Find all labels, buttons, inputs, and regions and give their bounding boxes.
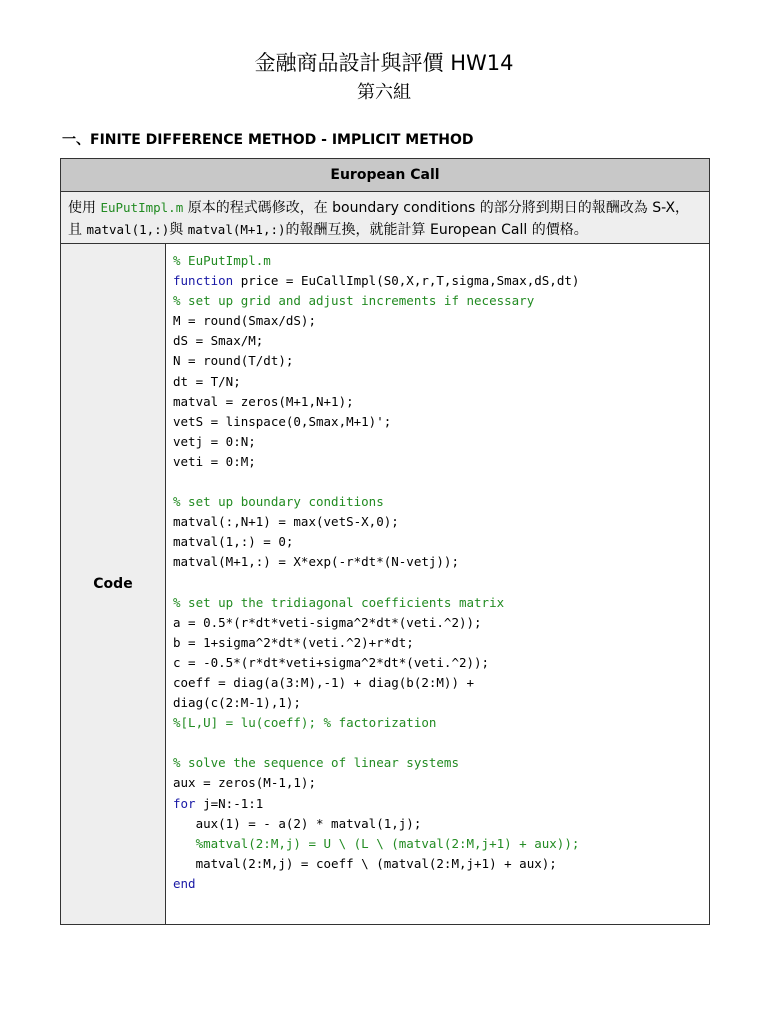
code-line: matval(M+1,:) = X*exp(-r*dt*(N-vetj)); [173,554,459,570]
european-call-table [60,158,710,925]
code-line: % solve the sequence of linear systems [173,755,459,771]
code-line: %matval(2:M,j) = U \ (L \ (matval(2:M,j+1) + aux)); [173,835,580,851]
code-line: aux(1) = - a(2) * matval(1,j); [173,815,422,831]
code-row [61,244,709,924]
code-line: vetS = linspace(0,Smax,M+1)'; [173,413,392,429]
code-line: % set up grid and adjust increments if necessary [173,293,535,309]
code-line: c = -0.5*(r*dt*veti+sigma^2*dt*(veti.^2)); [173,654,490,670]
code-keyword: function [173,273,234,289]
table-description [61,192,709,244]
code-line [173,573,709,593]
code-line: matval(2:M,j) = coeff \ (matval(2:M,j+1) + aux); [173,855,557,871]
code-line: M = round(Smax/dS); [173,313,316,329]
code-keyword: for [173,795,196,811]
code-text: price = EuCallImpl(S0,X,r,T,sigma,Smax,dS,dt) [233,273,580,289]
code-line: veti = 0:M; [173,453,256,469]
code-line: % EuPutImpl.m [173,253,271,268]
description-code-filename: EuPutImpl.m [100,200,184,215]
page-title: 金融商品設計與評價 HW14 [254,51,514,75]
code-line: % set up boundary conditions [173,494,384,510]
code-line [173,733,709,753]
description-text: 原本的程式碼修改，在 boundary conditions 的部分將到期日的報酬改為 S-X，且 [68,200,690,238]
description-code-last-row: matval(M+1,:) [187,222,286,237]
code-line: vetj = 0:N; [173,433,256,449]
code-line: diag(c(2:M-1),1); [173,695,301,711]
code-line: matval(:,N+1) = max(vetS-X,0); [173,514,399,530]
code-line [173,794,709,814]
code-label: Code [61,244,166,924]
code-text: j=N:-1:1 [195,795,264,811]
code-line: matval = zeros(M+1,N+1); [173,393,354,409]
code-line: %[L,U] = lu(coeff); % factorization [173,715,437,731]
description-code-first-row: matval(1,:) [86,222,170,237]
description-text: 使用 [68,200,101,216]
code-line: b = 1+sigma^2*dt*(veti.^2)+r*dt; [173,634,414,650]
page-subtitle: 第六組 [357,82,411,103]
description-text: 與 [169,222,188,238]
code-line: a = 0.5*(r*dt*veti-sigma^2*dt*(veti.^2)); [173,614,482,630]
code-line: matval(1,:) = 0; [173,534,294,550]
code-line: dS = Smax/M; [173,333,264,349]
code-line [173,472,709,492]
code-line: coeff = diag(a(3:M),-1) + diag(b(2:M)) + [173,674,475,690]
code-line: aux = zeros(M-1,1); [173,775,316,791]
code-line: N = round(T/dt); [173,353,294,369]
code-block [166,244,709,924]
code-line: dt = T/N; [173,373,241,389]
table-header: European Call [61,159,709,192]
description-text: 的報酬互換，就能計算 European Call 的價格。 [285,222,588,238]
code-line [173,271,709,291]
code-line: end [173,875,196,891]
code-line: % set up the tridiagonal coefficients matrix [173,594,505,610]
section-heading: 一、FINITE DIFFERENCE METHOD - IMPLICIT METHOD [62,132,474,148]
